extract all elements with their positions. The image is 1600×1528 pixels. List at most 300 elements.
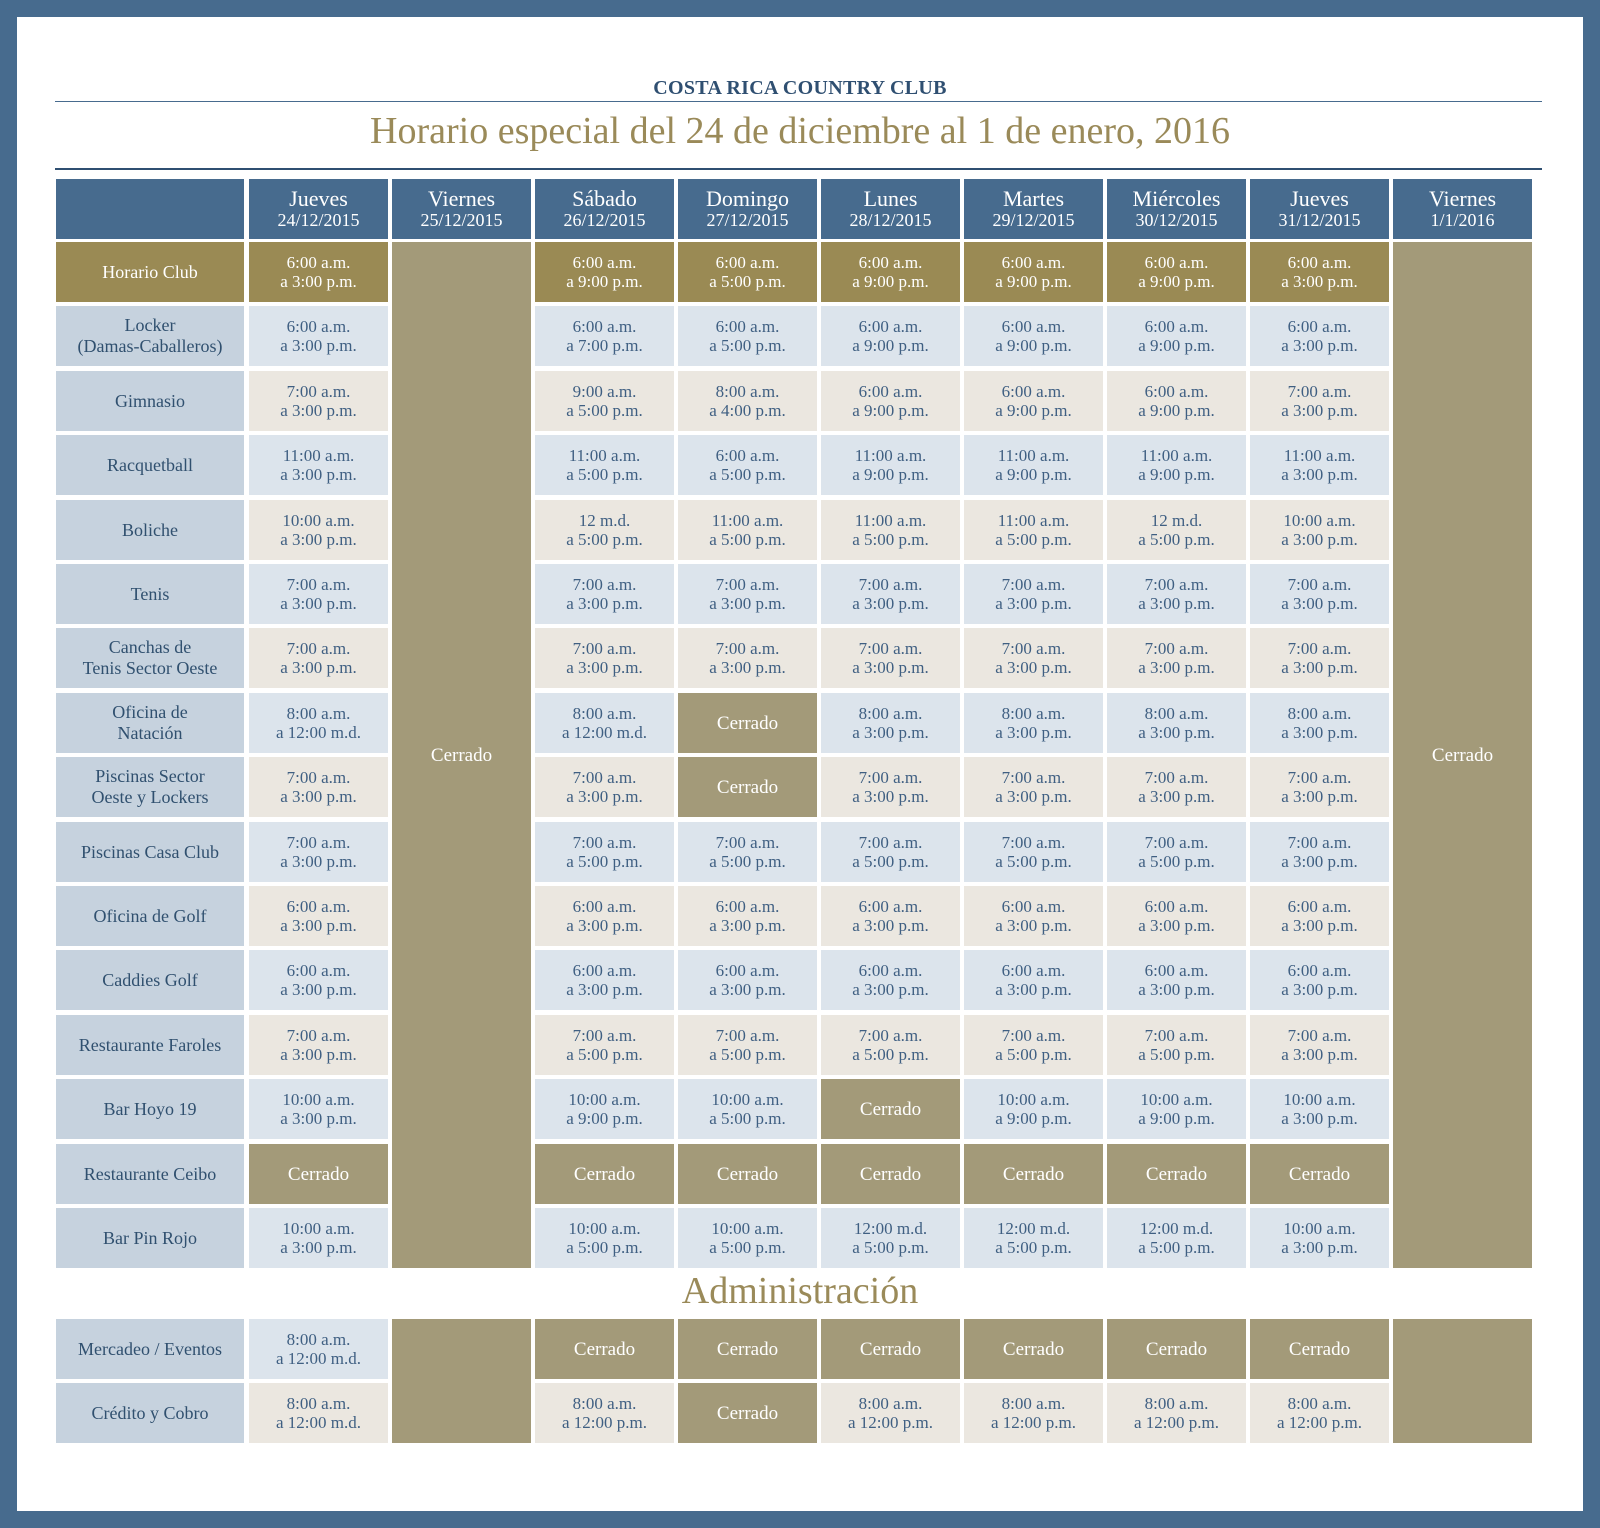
cell-line: 6:00 a.m. [1001,253,1066,272]
closed-label: Cerrado [716,712,779,734]
cell-line: a 5:00 p.m. [566,1045,643,1064]
cell-line: 7:00 a.m. [286,768,351,787]
cell-line: 7:00 a.m. [715,1026,780,1045]
cell-line: a 3:00 p.m. [280,852,357,871]
cell-line: a 3:00 p.m. [1138,594,1215,613]
cell-line: a 12:00 p.m. [1277,1413,1362,1432]
closed-column [1393,242,1532,1268]
cell-line: 7:00 a.m. [1287,575,1352,594]
cell-line: a 3:00 p.m. [709,980,786,999]
day-header [535,179,674,239]
schedule-cell [964,306,1103,366]
row-label [56,822,244,882]
cell-line: 8:00 a.m. [286,704,351,723]
cell-line: 11:00 a.m. [282,446,355,465]
cell-line: 7:00 a.m. [572,575,637,594]
closed-cell [1250,1319,1389,1379]
schedule-cell [249,822,388,882]
cell-line: Horario Club [102,261,198,282]
schedule-cell [964,1079,1103,1139]
cell-line: 6:00 a.m. [1144,961,1209,980]
closed-cell [678,1383,817,1443]
schedule-cell [821,1208,960,1268]
cell-line: 8:00 a.m. [286,1330,351,1349]
cell-line: 7:00 a.m. [715,639,780,658]
schedule-cell [1250,1015,1389,1075]
schedule-cell [678,306,817,366]
cell-line: 6:00 a.m. [1287,253,1352,272]
cell-line: a 5:00 p.m. [1138,1045,1215,1064]
schedule-cell [964,1383,1103,1443]
cell-line: a 3:00 p.m. [280,916,357,935]
schedule-cell [249,500,388,560]
cell-line: a 3:00 p.m. [852,658,929,677]
schedule-cell [964,500,1103,560]
schedule-cell [249,757,388,817]
cell-line: 6:00 a.m. [1287,897,1352,916]
cell-line: 6:00 a.m. [572,253,637,272]
schedule-cell [964,1208,1103,1268]
cell-line: 6:00 a.m. [1144,897,1209,916]
cell-line: a 3:00 p.m. [1281,723,1358,742]
cell-line: a 12:00 p.m. [562,1413,647,1432]
schedule-cell [821,822,960,882]
cell-line: a 3:00 p.m. [280,272,357,291]
cell-line: a 3:00 p.m. [852,594,929,613]
schedule-cell [821,306,960,366]
day-date: 31/12/2015 [1278,210,1361,230]
row-label [56,306,244,366]
closed-cell [964,1144,1103,1204]
row-label [56,1015,244,1075]
cell-line: 6:00 a.m. [858,253,923,272]
header-corner [56,179,244,239]
day-name: Miércoles [1132,186,1221,211]
cell-line: a 3:00 p.m. [1138,980,1215,999]
cell-line: 10:00 a.m. [711,1090,784,1109]
cell-line: a 12:00 p.m. [848,1413,933,1432]
cell-line: Oficina de Golf [93,905,207,926]
schedule-cell [1107,1383,1246,1443]
cell-line: 8:00 a.m. [572,1394,637,1413]
day-header [1250,179,1389,239]
closed-cell [821,1319,960,1379]
schedule-cell [678,242,817,302]
row-label [56,628,244,688]
closed-cell [535,1144,674,1204]
cell-line: 7:00 a.m. [1144,575,1209,594]
schedule-cell [964,435,1103,495]
cell-line: a 5:00 p.m. [1138,530,1215,549]
cell-line: a 9:00 p.m. [995,465,1072,484]
schedule-cell [535,500,674,560]
cell-line: a 3:00 p.m. [1281,1238,1358,1257]
cell-line: 8:00 a.m. [1001,704,1066,723]
cell-line: a 3:00 p.m. [280,1238,357,1257]
schedule-cell [821,500,960,560]
cell-line: a 3:00 p.m. [1281,336,1358,355]
cell-line: a 12:00 m.d. [562,723,647,742]
cell-line: Caddies Golf [102,969,198,990]
cell-line: 6:00 a.m. [715,446,780,465]
cell-line: 6:00 a.m. [1001,897,1066,916]
cell-line: 7:00 a.m. [286,639,351,658]
cell-line: 11:00 a.m. [854,511,927,530]
closed-label: Cerrado [287,1163,350,1185]
schedule-cell [1250,822,1389,882]
schedule-cell [1250,1208,1389,1268]
cell-line: a 9:00 p.m. [1138,1109,1215,1128]
schedule-cell [249,950,388,1010]
row-label [56,886,244,946]
cell-line: a 3:00 p.m. [280,980,357,999]
cell-line: 10:00 a.m. [1283,1219,1356,1238]
schedule-cell [678,1208,817,1268]
cell-line: a 9:00 p.m. [852,465,929,484]
closed-column [392,242,531,1268]
schedule-cell [964,693,1103,753]
schedule-cell [1107,500,1246,560]
row-label [56,757,244,817]
closed-label: Cerrado [1431,744,1494,766]
cell-line: a 3:00 p.m. [995,980,1072,999]
cell-line: 7:00 a.m. [1001,1026,1066,1045]
schedule-cell [964,1015,1103,1075]
schedule-cell [821,242,960,302]
cell-line: 6:00 a.m. [1287,961,1352,980]
cell-line: a 3:00 p.m. [1138,723,1215,742]
cell-line: 7:00 a.m. [858,575,923,594]
cell-line: a 3:00 p.m. [1138,916,1215,935]
cell-line: a 3:00 p.m. [280,1045,357,1064]
cell-line: a 5:00 p.m. [852,1238,929,1257]
cell-line: 7:00 a.m. [1001,768,1066,787]
row-label [56,564,244,624]
schedule-cell [1250,628,1389,688]
cell-line: a 3:00 p.m. [709,658,786,677]
cell-line: 10:00 a.m. [711,1219,784,1238]
cell-line: 6:00 a.m. [572,961,637,980]
day-header [1393,179,1532,239]
cell-line: a 5:00 p.m. [852,1045,929,1064]
cell-line: 6:00 a.m. [715,961,780,980]
schedule-cell [678,435,817,495]
day-date: 1/1/2016 [1430,210,1495,230]
day-name: Jueves [289,186,348,211]
cell-line: Natación [117,723,183,743]
cell-line: 6:00 a.m. [715,897,780,916]
cell-line: 6:00 a.m. [858,317,923,336]
day-name: Viernes [1428,186,1497,211]
closed-cell [1250,1144,1389,1204]
cell-line: 11:00 a.m. [568,446,641,465]
cell-line: a 9:00 p.m. [1138,336,1215,355]
schedule-cell [249,1079,388,1139]
cell-line: a 3:00 p.m. [280,336,357,355]
cell-line: Oeste y Lockers [91,787,209,807]
schedule-cell [535,564,674,624]
cell-line: 8:00 a.m. [715,382,780,401]
cell-line: 6:00 a.m. [286,317,351,336]
schedule-cell [821,693,960,753]
cell-line: a 3:00 p.m. [1281,916,1358,935]
schedule-cell [678,371,817,431]
cell-line: a 9:00 p.m. [1138,465,1215,484]
schedule-cell [535,1015,674,1075]
cell-line: a 9:00 p.m. [852,272,929,291]
closed-cell [821,1079,960,1139]
closed-cell [249,1144,388,1204]
closed-cell [678,757,817,817]
closed-label: Cerrado [859,1163,922,1185]
schedule-cell [821,564,960,624]
cell-line: 7:00 a.m. [572,833,637,852]
cell-line: 7:00 a.m. [858,639,923,658]
cell-line: a 3:00 p.m. [1281,980,1358,999]
schedule-cell [1107,757,1246,817]
schedule-cell [964,886,1103,946]
schedule-cell [678,822,817,882]
schedule-cell [1107,822,1246,882]
day-date: 30/12/2015 [1135,210,1218,230]
cell-line: a 3:00 p.m. [1281,852,1358,871]
cell-line: a 5:00 p.m. [709,1045,786,1064]
schedule-cell [1107,886,1246,946]
cell-line: a 3:00 p.m. [995,658,1072,677]
schedule-cell [535,1208,674,1268]
cell-line: 6:00 a.m. [286,253,351,272]
day-name: Domingo [705,186,790,211]
cell-line: 7:00 a.m. [572,639,637,658]
cell-line: 6:00 a.m. [858,897,923,916]
schedule-cell [678,886,817,946]
cell-line: a 3:00 p.m. [852,787,929,806]
admin-section-title: Administración [681,1270,919,1312]
schedule-cell [1107,950,1246,1010]
cell-line: a 3:00 p.m. [280,465,357,484]
cell-line: 7:00 a.m. [1144,1026,1209,1045]
cell-line: 7:00 a.m. [858,833,923,852]
cell-line: a 12:00 m.d. [276,723,361,742]
cell-line: a 3:00 p.m. [1281,272,1358,291]
cell-line: 7:00 a.m. [572,1026,637,1045]
schedule-cell [1107,1015,1246,1075]
cell-line: 12 m.d. [578,511,631,530]
schedule-cell [1250,306,1389,366]
cell-line: a 3:00 p.m. [566,787,643,806]
cell-line: Restaurante Faroles [78,1034,222,1055]
cell-line: a 3:00 p.m. [709,594,786,613]
cell-line: 7:00 a.m. [1287,1026,1352,1045]
cell-line: 7:00 a.m. [286,382,351,401]
row-label [56,950,244,1010]
schedule-cell [678,628,817,688]
day-date: 26/12/2015 [563,210,646,230]
cell-line: a 3:00 p.m. [566,658,643,677]
row-label [56,693,244,753]
cell-line: a 9:00 p.m. [1138,272,1215,291]
cell-line: 6:00 a.m. [286,897,351,916]
schedule-cell [249,564,388,624]
cell-line: (Damas-Caballeros) [77,336,223,356]
schedule-cell [535,242,674,302]
cell-line: 11:00 a.m. [1140,446,1213,465]
cell-line: a 3:00 p.m. [280,787,357,806]
row-label [56,1208,244,1268]
schedule-cell [821,886,960,946]
row-label [56,500,244,560]
schedule-sheet [17,17,1583,1511]
cell-line: a 3:00 p.m. [1281,401,1358,420]
cell-line: 7:00 a.m. [1287,833,1352,852]
cell-line: a 3:00 p.m. [1281,1045,1358,1064]
schedule-cell [249,435,388,495]
day-name: Sábado [572,186,637,211]
cell-line: 7:00 a.m. [1144,639,1209,658]
cell-line: a 3:00 p.m. [852,723,929,742]
schedule-cell [678,1079,817,1139]
row-label [56,242,244,302]
closed-label: Cerrado [859,1338,922,1360]
closed-label: Cerrado [430,744,493,766]
cell-line: 11:00 a.m. [997,511,1070,530]
cell-line: a 3:00 p.m. [1281,594,1358,613]
schedule-cell [535,628,674,688]
cell-line: a 3:00 p.m. [280,401,357,420]
schedule-cell [678,1015,817,1075]
day-header [1107,179,1246,239]
closed-cell [821,1144,960,1204]
schedule-cell [535,950,674,1010]
cell-line: a 5:00 p.m. [995,1045,1072,1064]
closed-column [392,1319,531,1443]
schedule-cell [964,950,1103,1010]
schedule-cell [535,1079,674,1139]
closed-label: Cerrado [1002,1163,1065,1185]
cell-line: a 3:00 p.m. [1138,658,1215,677]
cell-line: a 12:00 m.d. [276,1413,361,1432]
cell-line: a 5:00 p.m. [995,1238,1072,1257]
cell-line: 8:00 a.m. [286,1394,351,1413]
schedule-cell [249,242,388,302]
closed-label: Cerrado [1288,1338,1351,1360]
cell-line: a 3:00 p.m. [709,916,786,935]
cell-line: Racquetball [107,454,193,475]
cell-line: 8:00 a.m. [572,704,637,723]
schedule-cell [678,500,817,560]
cell-line: 6:00 a.m. [1001,961,1066,980]
schedule-cell [249,1015,388,1075]
cell-line: 7:00 a.m. [1287,768,1352,787]
cell-line: Oficina de [112,702,188,722]
cell-line: Locker [124,315,176,335]
day-name: Jueves [1290,186,1349,211]
cell-line: 12:00 m.d. [853,1219,928,1238]
schedule-cell [1107,306,1246,366]
closed-label: Cerrado [716,1338,779,1360]
cell-line: a 5:00 p.m. [1138,852,1215,871]
cell-line: a 9:00 p.m. [852,336,929,355]
cell-line: a 5:00 p.m. [995,530,1072,549]
cell-line: 11:00 a.m. [1283,446,1356,465]
cell-line: 6:00 a.m. [1001,317,1066,336]
cell-line: Crédito y Cobro [91,1402,209,1423]
schedule-cell [249,1208,388,1268]
cell-line: 8:00 a.m. [1144,704,1209,723]
schedule-cell [535,435,674,495]
schedule-cell [1250,371,1389,431]
cell-line: 7:00 a.m. [286,833,351,852]
cell-line: 6:00 a.m. [1144,382,1209,401]
schedule-cell [1250,500,1389,560]
cell-line: 10:00 a.m. [568,1219,641,1238]
schedule-cell [535,886,674,946]
schedule-cell [1250,886,1389,946]
schedule-cell [249,306,388,366]
organization-name: COSTA RICA COUNTRY CLUB [653,77,947,99]
cell-line: a 3:00 p.m. [280,658,357,677]
cell-line: 9:00 a.m. [572,382,637,401]
row-label [56,371,244,431]
day-header [392,179,531,239]
cell-line: a 5:00 p.m. [995,852,1072,871]
schedule-cell [821,435,960,495]
cell-line: a 4:00 p.m. [709,401,786,420]
schedule-cell [1107,371,1246,431]
cell-line: 7:00 a.m. [1144,768,1209,787]
cell-line: a 3:00 p.m. [280,594,357,613]
cell-line: 10:00 a.m. [1283,1090,1356,1109]
cell-line: 8:00 a.m. [1144,1394,1209,1413]
schedule-cell [535,1383,674,1443]
closed-cell [678,1144,817,1204]
cell-line: a 12:00 m.d. [276,1349,361,1368]
cell-line: a 5:00 p.m. [852,852,929,871]
schedule-cell [964,242,1103,302]
cell-line: a 3:00 p.m. [1281,465,1358,484]
closed-label: Cerrado [716,776,779,798]
schedule-cell [964,628,1103,688]
cell-line: a 3:00 p.m. [1281,530,1358,549]
cell-line: Tenis [130,583,170,604]
cell-line: a 5:00 p.m. [709,530,786,549]
cell-line: 12:00 m.d. [1139,1219,1214,1238]
closed-label: Cerrado [573,1163,636,1185]
cell-line: a 5:00 p.m. [709,336,786,355]
cell-line: 8:00 a.m. [858,1394,923,1413]
schedule-cell [821,950,960,1010]
schedule-cell [821,371,960,431]
schedule-cell [821,628,960,688]
day-date: 28/12/2015 [849,210,932,230]
cell-line: 6:00 a.m. [1144,253,1209,272]
day-date: 29/12/2015 [992,210,1075,230]
day-date: 27/12/2015 [706,210,789,230]
cell-line: a 5:00 p.m. [566,401,643,420]
cell-line: 7:00 a.m. [715,833,780,852]
schedule-cell [1107,693,1246,753]
closed-cell [1107,1319,1246,1379]
row-label [56,1383,244,1443]
cell-line: 6:00 a.m. [715,317,780,336]
divider [55,168,1542,170]
cell-line: 7:00 a.m. [1144,833,1209,852]
cell-line: a 3:00 p.m. [852,980,929,999]
cell-line: a 5:00 p.m. [566,1238,643,1257]
cell-line: 7:00 a.m. [286,575,351,594]
cell-line: a 9:00 p.m. [566,1109,643,1128]
cell-line: Canchas de [108,637,192,657]
